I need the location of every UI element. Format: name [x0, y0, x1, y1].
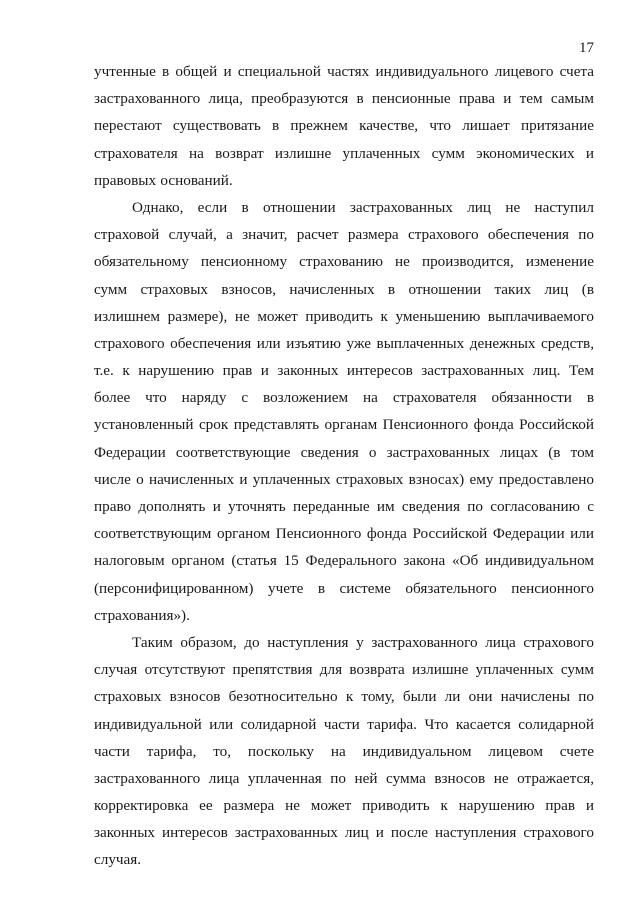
text-line: т.е. к нарушению прав и законных интересов застрахованных лиц. Тем — [94, 362, 594, 380]
text-line: законных интересов застрахованных лиц и после наступления страхового — [94, 824, 594, 842]
text-line: излишнем размере), не может приводить к уменьшению выплачиваемого — [94, 307, 594, 325]
text-line: страхователя на возврат излишне уплаченных сумм экономических и — [94, 144, 594, 162]
text-line: Федерации соответствующие сведения о застрахованных лицах (в том — [94, 443, 594, 461]
text-line: страхового обеспечения или изъятию уже выплаченных денежных средств, — [94, 334, 594, 352]
paragraph — [94, 58, 594, 194]
text-line: случая отсутствуют препятствия для возврата излишне уплаченных сумм — [94, 661, 594, 679]
text-line: части тарифа, то, поскольку на индивидуальном лицевом счете — [94, 742, 594, 760]
text-line: обязательному пенсионному страхованию не производится, изменение — [94, 253, 594, 271]
text-line: налоговым органом (статья 15 Федерального закона «Об индивидуальном — [94, 552, 594, 570]
paragraph — [94, 629, 594, 874]
text-line: застрахованного лица, преобразуются в пенсионные права и тем самым — [94, 90, 594, 108]
text-line: сумм страховых взносов, начисленных в отношении таких лиц (в — [94, 280, 594, 298]
text-line: Таким образом, до наступления у застрахованного лица страхового — [132, 633, 594, 651]
text-line: застрахованного лица уплаченная по ней сумма взносов не отражается, — [94, 769, 594, 787]
text-line: страхования»). — [94, 606, 190, 624]
text-line: правовых оснований. — [94, 171, 233, 189]
text-line: числе о начисленных и уплаченных страховых взносах) ему предоставлено — [94, 470, 594, 488]
text-line: право дополнять и уточнять переданные им сведения по согласованию с — [94, 498, 594, 515]
text-line: корректировка ее размера не может приводить к нарушению прав и — [94, 797, 594, 815]
text-line: страховых взносов безотносительно к тому, были ли они начислены по — [94, 688, 594, 706]
text-line: страховой случай, а значит, расчет размера страхового обеспечения по — [94, 226, 594, 244]
page-number: 17 — [579, 40, 594, 56]
text-line: Однако, если в отношении застрахованных лиц не наступил — [132, 198, 594, 216]
text-line: соответствующим органом Пенсионного фонда Российской Федерации или — [94, 525, 594, 543]
text-line: индивидуальной или солидарной части тарифа. Что касается солидарной — [94, 715, 594, 733]
body-text — [94, 58, 594, 874]
paragraph — [94, 194, 594, 629]
text-line: перестают существовать в прежнем качестве, что лишает притязание — [94, 117, 594, 135]
text-line: случая. — [94, 851, 142, 869]
text-line: учтенные в общей и специальной частях индивидуального лицевого счета — [94, 63, 594, 80]
text-line: (персонифицированном) учете в системе обязательного пенсионного — [94, 579, 594, 597]
text-line: более что наряду с возложением на страхователя обязанности в — [94, 389, 594, 407]
text-line: установленный срок представлять органам Пенсионного фонда Российской — [94, 416, 594, 434]
